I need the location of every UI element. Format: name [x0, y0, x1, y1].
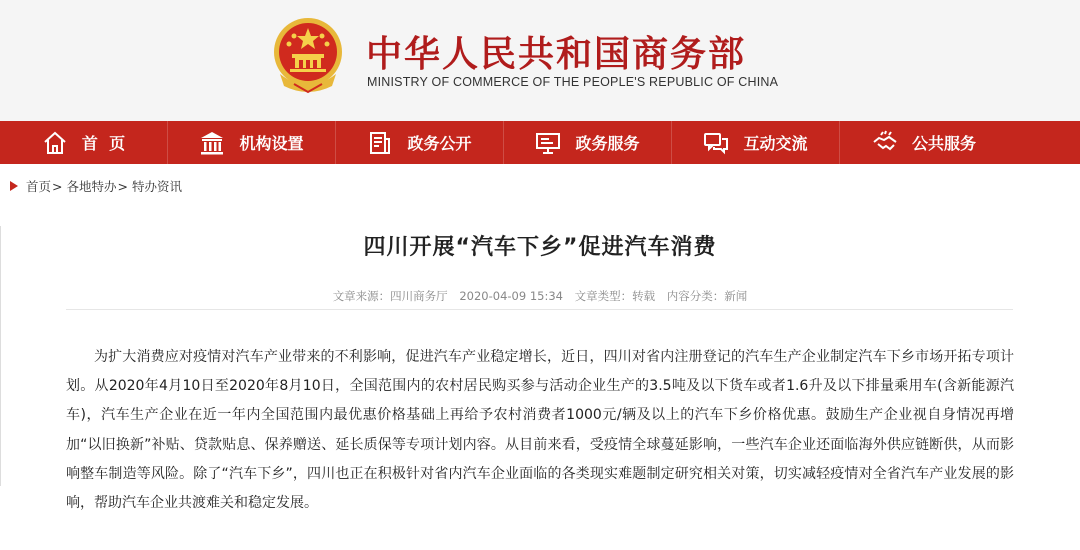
site-title-cn[interactable]: 中华人民共和国商务部 [366, 34, 747, 75]
nav-item-label: 政务公开 [407, 134, 472, 153]
nav-item-government-services[interactable] [504, 121, 672, 164]
breadcrumb-news-link[interactable]: 特办资讯 [132, 179, 183, 194]
nav-item-public-services[interactable] [840, 121, 1008, 164]
article-meta [0, 288, 1080, 304]
site-header [0, 0, 1080, 121]
chat-bubble-icon [703, 130, 729, 156]
main-nav [0, 121, 1080, 164]
breadcrumb-arrow-icon [10, 181, 18, 191]
article-category: 内容分类：新闻 [666, 289, 748, 303]
nav-item-label: 机构设置 [239, 134, 304, 153]
service-screen-icon [535, 130, 561, 156]
article-source: 文章来源：四川商务厅 [332, 289, 448, 303]
nav-item-label: 公共服务 [911, 134, 976, 153]
nav-item-institution[interactable] [168, 121, 336, 164]
breadcrumb-special-office-link[interactable]: 各地特办 [66, 179, 117, 194]
content-border [0, 226, 1, 486]
meta-divider [66, 309, 1013, 310]
nav-item-government-affairs[interactable] [336, 121, 504, 164]
nav-item-label: 政务服务 [575, 134, 640, 153]
institution-icon [199, 130, 225, 156]
article-type: 文章类型：转载 [574, 289, 656, 303]
home-icon [42, 130, 68, 156]
article-title: 四川开展“汽车下乡”促进汽车消费 [363, 235, 717, 260]
breadcrumb [10, 177, 182, 195]
document-icon [367, 130, 393, 156]
national-emblem-icon[interactable] [272, 14, 344, 94]
site-title-en: MINISTRY OF COMMERCE OF THE PEOPLE'S REPUBLIC OF CHINA [367, 75, 779, 89]
article-body: 为扩大消费应对疫情对汽车产业带来的不利影响，促进汽车产业稳定增长，近日，四川对省内注册登记的汽车生产企业制定汽车下乡市场开拓专项计划。从2020年4月10日至2020年8月10日，全国范围内的农村居民购买参与活动企业生产的3.5吨及以下货车或者1.6升及以下排量乘用车(含新能源汽车)，汽车生产企业在近一年内全国范围内最优惠价格基础上再给予农村消费者1000元/辆及以上的汽车下乡价格优惠。鼓励生产企业视自身情况再增加“以旧换新”补贴、贷款贴息、保养赠送、延长质保等专项计划内容。从目前来看，受疫情全球蔓延影响，一些汽车企业还面临海外供应链断供，从而影响整车制造等风险。除了“汽车下乡”，四川也正在积极针对省内汽车企业面临的各类现实难题制定研究相关对策，切实减轻疫情对全省汽车产业发展的影响，帮助汽车企业共渡难关和稳定发展。 [66, 349, 1014, 512]
handshake-icon [872, 130, 898, 156]
nav-item-label: 首 页 [81, 134, 126, 153]
nav-item-interaction[interactable] [672, 121, 840, 164]
breadcrumb-separator: > [117, 178, 128, 194]
breadcrumb-home-link[interactable]: 首页 [26, 179, 52, 194]
nav-item-home[interactable] [0, 121, 168, 164]
nav-item-label: 互动交流 [743, 134, 808, 153]
breadcrumb-separator: > [52, 178, 63, 194]
article-date: 2020-04-09 15:34 [459, 289, 563, 303]
